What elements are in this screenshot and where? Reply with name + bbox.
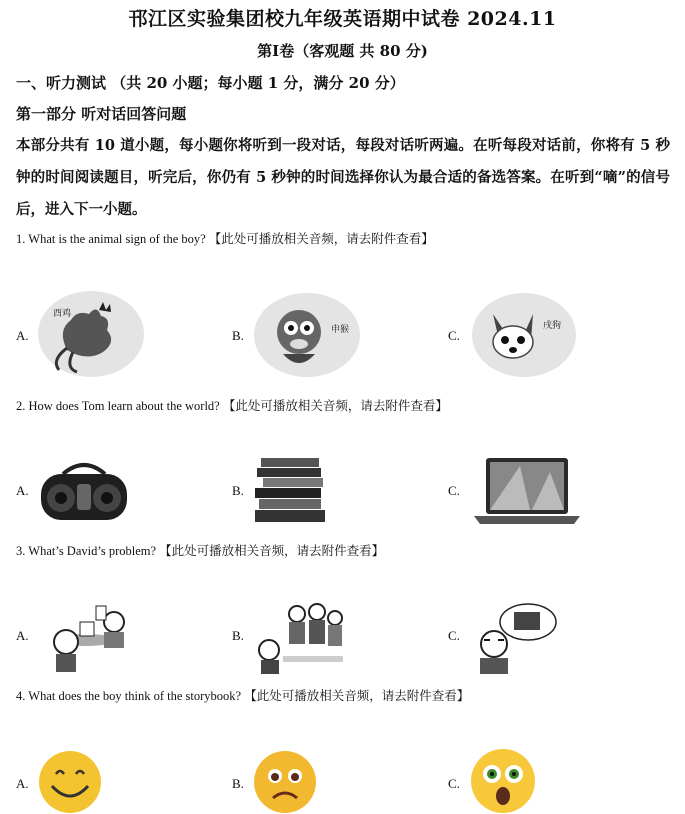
option-label[interactable]: C.	[448, 776, 460, 791]
option-label[interactable]: B.	[232, 628, 244, 643]
option-label[interactable]: B.	[232, 483, 244, 498]
question-1: 1. What is the animal sign of the boy? 【此处可播放相关音频，请去附件查看】	[16, 232, 434, 246]
section-heading: 一、听力测试 （共 20 小题；每小题 1 分，满分 20 分）	[16, 74, 405, 92]
noise-image[interactable]	[470, 600, 558, 674]
instructions: 本部分共有 10 道小题，每小题你将听到一段对话，每段对话听两遍。在听每段对话前，你将有 5 秒钟的时间阅读题目，听完后，你仍有 5 秒钟的时间选择你认为最合适的备选答案。在听到“嘀”的信号后，进入下一小题。	[16, 137, 670, 218]
option-label[interactable]: B.	[232, 328, 244, 343]
question-4: 4. What does the boy think of the storybook? 【此处可播放相关音频，请去附件查看】	[16, 689, 470, 703]
option-label[interactable]: C.	[448, 483, 460, 498]
laptop-image[interactable]	[470, 456, 584, 526]
caption: 酉鸡	[53, 309, 72, 319]
question-2: 2. How does Tom learn about the world? 【此处可播放相关音频，请去附件查看】	[16, 399, 448, 413]
dog-zodiac-image[interactable]	[471, 292, 577, 378]
caption: 戌狗	[543, 321, 562, 331]
option-label[interactable]: C.	[448, 628, 460, 643]
paper-subtitle: 第Ⅰ卷（客观题 共 80 分)	[257, 42, 428, 60]
option-label[interactable]: A.	[16, 776, 29, 791]
monkey-zodiac-image[interactable]	[253, 292, 361, 378]
surprised-face-image[interactable]	[470, 748, 536, 814]
question-3: 3. What’s David’s problem? 【此处可播放相关音频，请去附件查看】	[16, 544, 385, 558]
books-image[interactable]	[253, 456, 327, 524]
left-out-image[interactable]	[253, 600, 345, 676]
option-label[interactable]: B.	[232, 776, 244, 791]
option-label[interactable]: A.	[16, 628, 29, 643]
caption: 申猴	[331, 325, 350, 335]
sad-face-image[interactable]	[253, 750, 317, 814]
radio-image[interactable]	[37, 458, 131, 524]
part-heading: 第一部分 听对话回答问题	[16, 105, 187, 123]
happy-face-image[interactable]	[38, 750, 102, 814]
homework-stress-image[interactable]	[40, 602, 136, 674]
rooster-zodiac-image[interactable]	[37, 290, 145, 378]
page-title: 邗江区实验集团校九年级英语期中试卷 2024.11	[128, 8, 557, 30]
option-label[interactable]: A.	[16, 328, 29, 343]
option-label[interactable]: C.	[448, 328, 460, 343]
option-label[interactable]: A.	[16, 483, 29, 498]
